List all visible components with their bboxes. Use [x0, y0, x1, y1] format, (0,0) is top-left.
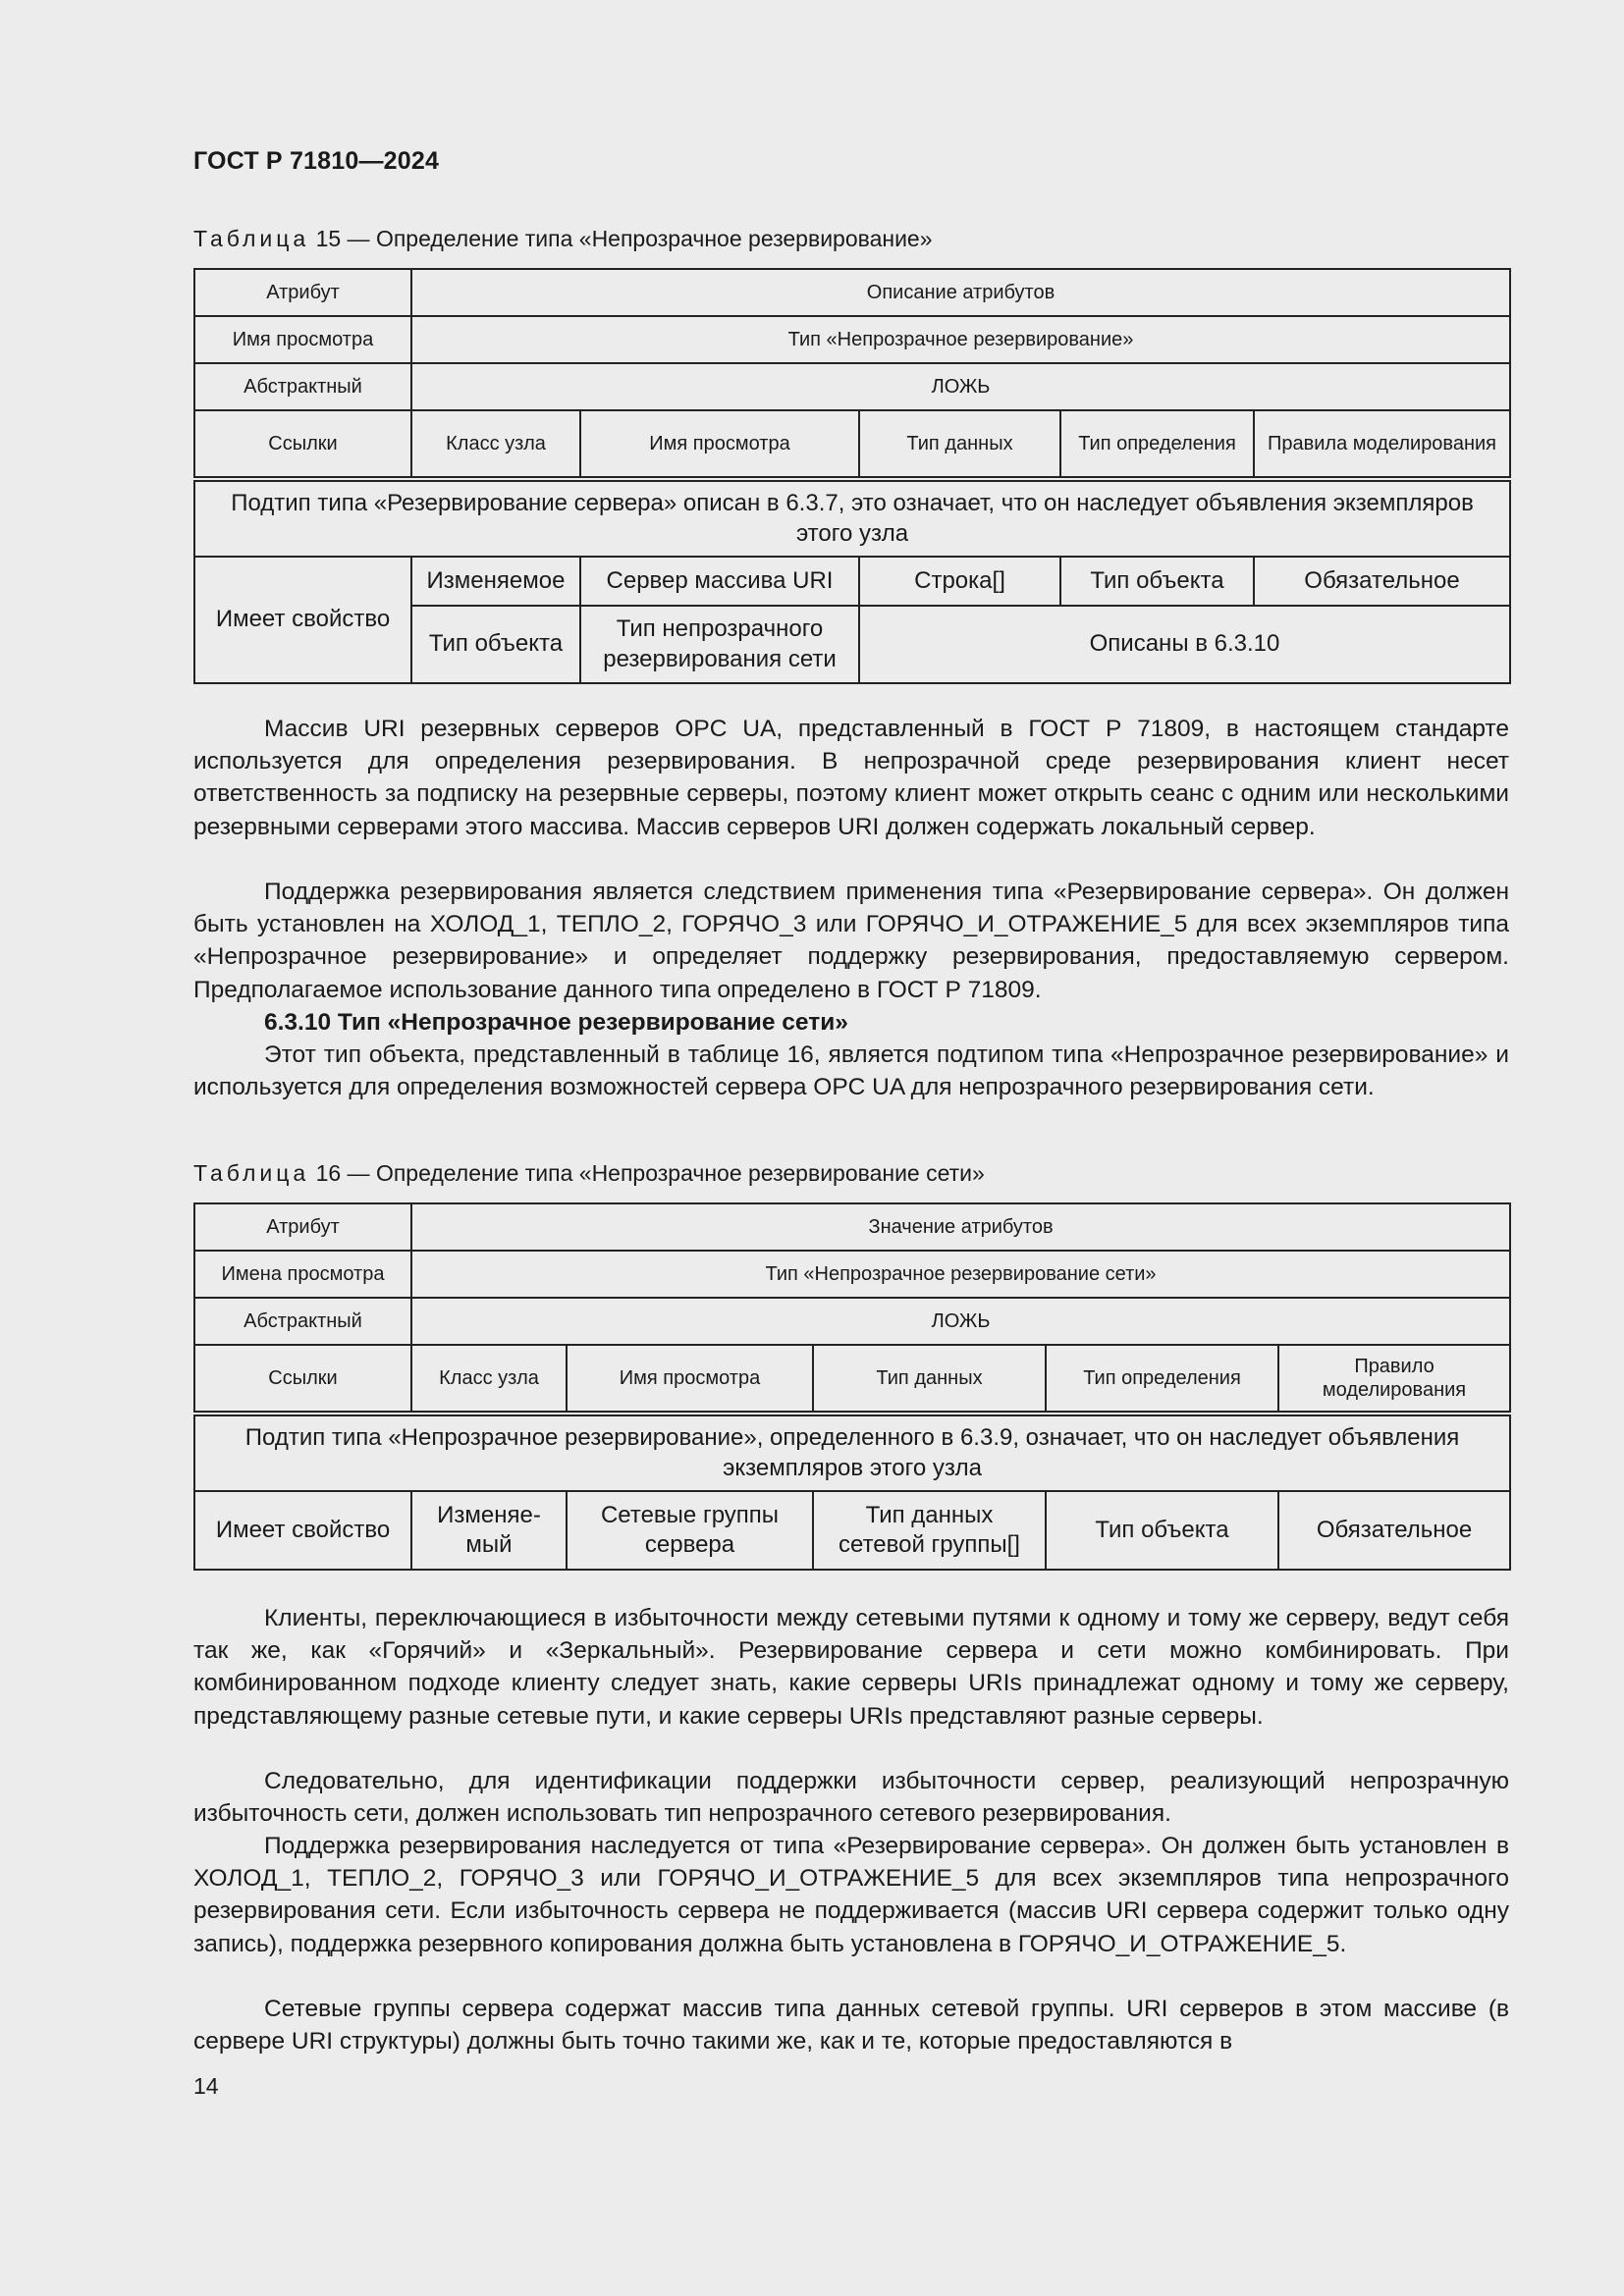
table15-row-subtype [194, 479, 1510, 557]
table15-row-browse-name [194, 316, 1510, 363]
table15-prop2-description: Описаны в 6.3.10 [859, 606, 1510, 683]
table15-prop-node-class: Изменяемое [411, 557, 580, 606]
paragraph-server-network-groups: Сетевые группы сервера содержат массив типа данных сетевой группы. URI серверов в этом массиве (в сервере URI структуры) должны быть точно такими же, как и те, которые предоставляются в [193, 1996, 1509, 2056]
table16-caption-prefix: Таблица [193, 1160, 310, 1186]
paragraph-network-clients: Клиенты, переключающиеся в избыточности между сетевыми путями к одному и тому же серверу, ведут себя так же, как «Горячий» и «Зеркальный». Резервирование сервера и сети можно комбинировать. При комбинированном подходе клиенту следует знать, какие серверы URIs принадлежат одному и тому же серверу, представляющему разные сетевые пути, и какие серверы URIs представляют разные серверы. [193, 1605, 1509, 1730]
page-number: 14 [193, 2073, 219, 2099]
table16-refs-col-modelling-rule: Правило моделирования [1278, 1345, 1510, 1414]
table16 [193, 1202, 1511, 1571]
table15-prop-browse-name: Сервер массива URI [580, 557, 859, 606]
table15-attr-label: Атрибут [194, 269, 411, 316]
table16-prop-data-type: Тип данных сетевой группы[] [813, 1491, 1046, 1570]
table16-abstract-value: ЛОЖЬ [411, 1298, 1510, 1345]
table16-row-abstract [194, 1298, 1510, 1345]
table16-row-has-property [194, 1491, 1510, 1570]
paragraph-consequently: Следовательно, для идентификации поддержки избыточности сервер, реализующий непрозрачную избыточность сети, должен использовать тип непрозрачного сетевого резервирования. [193, 1768, 1509, 1828]
table15-caption-text: 15 — Определение типа «Непрозрачное резервирование» [315, 226, 933, 251]
table16-row-attribute [194, 1203, 1510, 1251]
table16-row-references [194, 1345, 1510, 1414]
paragraph-uri-array: Массив URI резервных серверов OPC UA, представленный в ГОСТ Р 71809, в настоящем стандарте используется для определения резервирования. В непрозрачной среде резервирования клиент несет ответственность за подписку на резервные серверы, поэтому клиент может открыть сеанс с одним или несколькими резервными серверами этого массива. Массив серверов URI должен содержать локальный сервер. [193, 716, 1509, 840]
section-title-6-3-10: 6.3.10 Тип «Непрозрачное резервирование сети» [264, 1009, 848, 1036]
table16-refs-col-browse-name: Имя просмотра [567, 1345, 813, 1414]
table15-refs-label: Ссылки [194, 410, 411, 479]
table15-prop-type-definition: Тип объекта [1060, 557, 1254, 606]
table16-prop-browse-name: Сетевые группы сервера [567, 1491, 813, 1570]
table15-refs-col-browse-name: Имя просмотра [580, 410, 859, 479]
table16-row-subtype [194, 1414, 1510, 1491]
table16-prop-node-class: Изменяе-мый [411, 1491, 567, 1570]
table15-prop-modelling-rule: Обязательное [1254, 557, 1510, 606]
table15-row-has-property-1 [194, 557, 1510, 606]
table15-subtype-text: Подтип типа «Резервирование сервера» описан в 6.3.7, это означает, что он наследует объявления экземпляров этого узла [194, 479, 1510, 557]
table15-caption-prefix: Таблица [193, 226, 310, 251]
document-header: ГОСТ Р 71810—2024 [193, 147, 440, 175]
table15-row-references [194, 410, 1510, 479]
table16-abstract-label: Абстрактный [194, 1298, 411, 1345]
table15-browse-label: Имя просмотра [194, 316, 411, 363]
table16-row-browse-name [194, 1251, 1510, 1298]
table16-caption-text: 16 — Определение типа «Непрозрачное резервирование сети» [315, 1160, 985, 1186]
table15-abstract-label: Абстрактный [194, 363, 411, 410]
table16-prop-modelling-rule: Обязательное [1278, 1491, 1510, 1570]
table16-browse-label: Имена просмотра [194, 1251, 411, 1298]
table16-refs-label: Ссылки [194, 1345, 411, 1414]
table15-refs-col-node-class: Класс узла [411, 410, 580, 479]
table15 [193, 268, 1511, 684]
table16-refs-col-data-type: Тип данных [813, 1345, 1046, 1414]
table15-caption [193, 226, 933, 252]
paragraph-redundancy-support: Поддержка резервирования является следствием применения типа «Резервирование сервера». Он должен быть установлен на ХОЛОД_1, ТЕПЛО_2, ГОРЯЧО_3 или ГОРЯЧО_И_ОТРАЖЕНИЕ_5 для всех экземпляров типа «Непрозрачное резервирование» и определяет поддержку резервирования, предоставляемую сервером. Предполагаемое использование данного типа определено в ГОСТ Р 71809. [193, 879, 1509, 1003]
table15-prop-data-type: Строка[] [859, 557, 1060, 606]
table16-prop-type-definition: Тип объекта [1046, 1491, 1278, 1570]
table16-has-property-label: Имеет свойство [194, 1491, 411, 1570]
table15-prop2-node-class: Тип объекта [411, 606, 580, 683]
table15-browse-value: Тип «Непрозрачное резервирование» [411, 316, 1510, 363]
table15-refs-col-type-definition: Тип определения [1060, 410, 1254, 479]
table16-refs-col-node-class: Класс узла [411, 1345, 567, 1414]
table15-refs-col-data-type: Тип данных [859, 410, 1060, 479]
table15-row-attribute [194, 269, 1510, 316]
table15-row-abstract [194, 363, 1510, 410]
table16-refs-col-type-definition: Тип определения [1046, 1345, 1278, 1414]
table16-browse-value: Тип «Непрозрачное резервирование сети» [411, 1251, 1510, 1298]
table16-caption [193, 1160, 985, 1187]
table15-abstract-value: ЛОЖЬ [411, 363, 1510, 410]
table15-attr-value: Описание атрибутов [411, 269, 1510, 316]
paragraph-redundancy-inherited: Поддержка резервирования наследуется от типа «Резервирование сервера». Он должен быть установлен в ХОЛОД_1, ТЕПЛО_2, ГОРЯЧО_3 или ГОРЯЧО_И_ОТРАЖЕНИЕ_5 для всех экземпляров типа непрозрачного резервирования сети. Если избыточность сервера не поддерживается (массив URI сервера содержит только одну запись), поддержка резервного копирования должна быть установлена в ГОРЯЧО_И_ОТРАЖЕНИЕ_5. [193, 1833, 1509, 1957]
table15-refs-col-modelling-rule: Правила моделирования [1254, 410, 1510, 479]
table16-subtype-text: Подтип типа «Непрозрачное резервирование», определенного в 6.3.9, означает, что он наследует объявления экземпляров этого узла [194, 1414, 1510, 1491]
table16-attr-label: Атрибут [194, 1203, 411, 1251]
table16-attr-value: Значение атрибутов [411, 1203, 1510, 1251]
table15-has-property-label: Имеет свойство [194, 557, 411, 683]
table15-prop2-browse-name: Тип непрозрачного резервирования сети [580, 606, 859, 683]
paragraph-object-type: Этот тип объекта, представленный в таблице 16, является подтипом типа «Непрозрачное резервирование» и используется для определения возможностей сервера OPC UA для непрозрачного резервирования сети. [193, 1041, 1509, 1101]
